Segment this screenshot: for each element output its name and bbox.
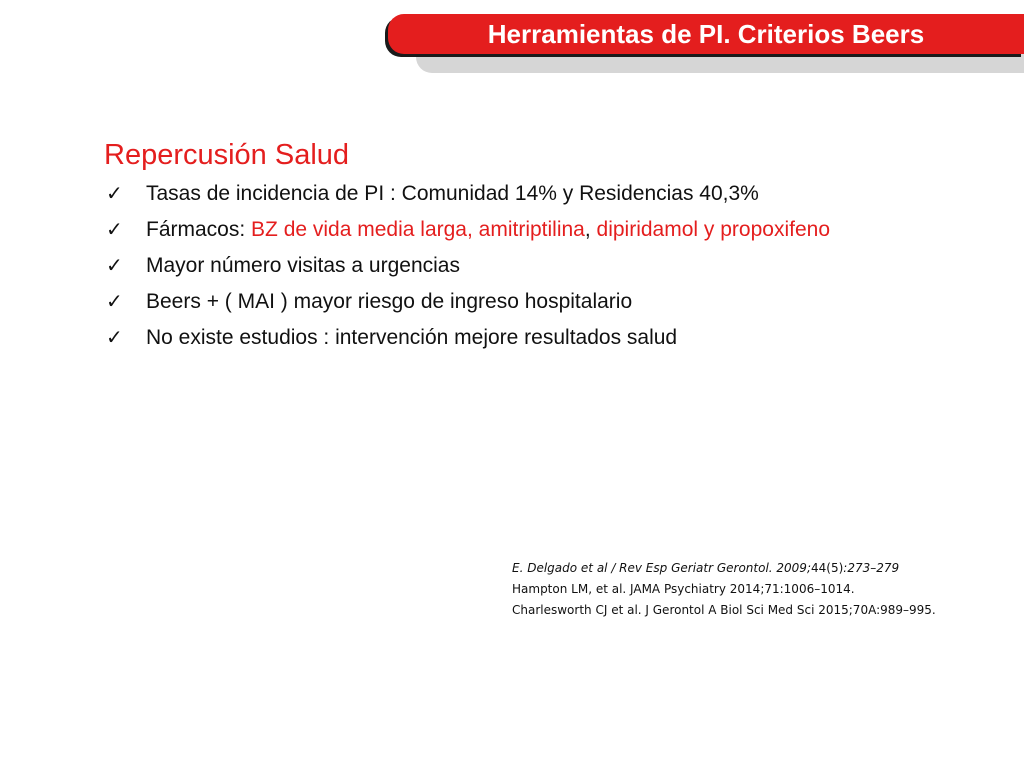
bullet-text: Mayor número visitas a urgencias bbox=[146, 254, 460, 277]
bullet-text-highlight: dipiridamol y propoxifeno bbox=[596, 218, 830, 241]
checkmark-icon: ✓ bbox=[106, 219, 123, 241]
section-heading: Repercusión Salud bbox=[104, 139, 350, 171]
references bbox=[512, 558, 1012, 621]
bullet-item bbox=[104, 324, 904, 352]
bullet-list bbox=[104, 180, 904, 352]
title-bar bbox=[388, 14, 1024, 54]
checkmark-icon: ✓ bbox=[106, 255, 123, 277]
checkmark-icon: ✓ bbox=[106, 291, 123, 313]
checkmark-icon: ✓ bbox=[106, 183, 123, 205]
bullet-text-prefix: Fármacos: bbox=[146, 218, 252, 241]
reference-text: :273–279 bbox=[843, 561, 900, 575]
bullet-item bbox=[104, 252, 904, 280]
bullet-text-separator: , bbox=[584, 218, 597, 241]
bullet-text: Beers + ( MAI ) mayor riesgo de ingreso hospitalario bbox=[146, 290, 633, 313]
bullet-item bbox=[104, 216, 904, 244]
checkmark-icon: ✓ bbox=[106, 327, 123, 349]
bullet-text-highlight: BZ de vida media larga, amitriptilina bbox=[251, 218, 585, 241]
reference-text: 44(5) bbox=[811, 561, 844, 575]
bullet-text: Tasas de incidencia de PI : Comunidad 14% y Residencias 40,3% bbox=[146, 182, 759, 205]
bullet-text: No existe estudios : intervención mejore resultados salud bbox=[146, 326, 678, 349]
page-title: Herramientas de PI. Criterios Beers bbox=[487, 19, 925, 49]
reference-item: Charlesworth CJ et al. J Gerontol A Biol Sci Med Sci 2015;70A:989–995. bbox=[512, 603, 936, 617]
bullet-item bbox=[104, 288, 904, 316]
reference-text: E. Delgado et al / Rev Esp Geriatr Gerontol. 2009; bbox=[512, 561, 811, 575]
reference-item bbox=[512, 558, 1012, 579]
reference-item: Hampton LM, et al. JAMA Psychiatry 2014;71:1006–1014. bbox=[512, 582, 855, 596]
main-content bbox=[104, 136, 904, 360]
bullet-item bbox=[104, 180, 904, 208]
